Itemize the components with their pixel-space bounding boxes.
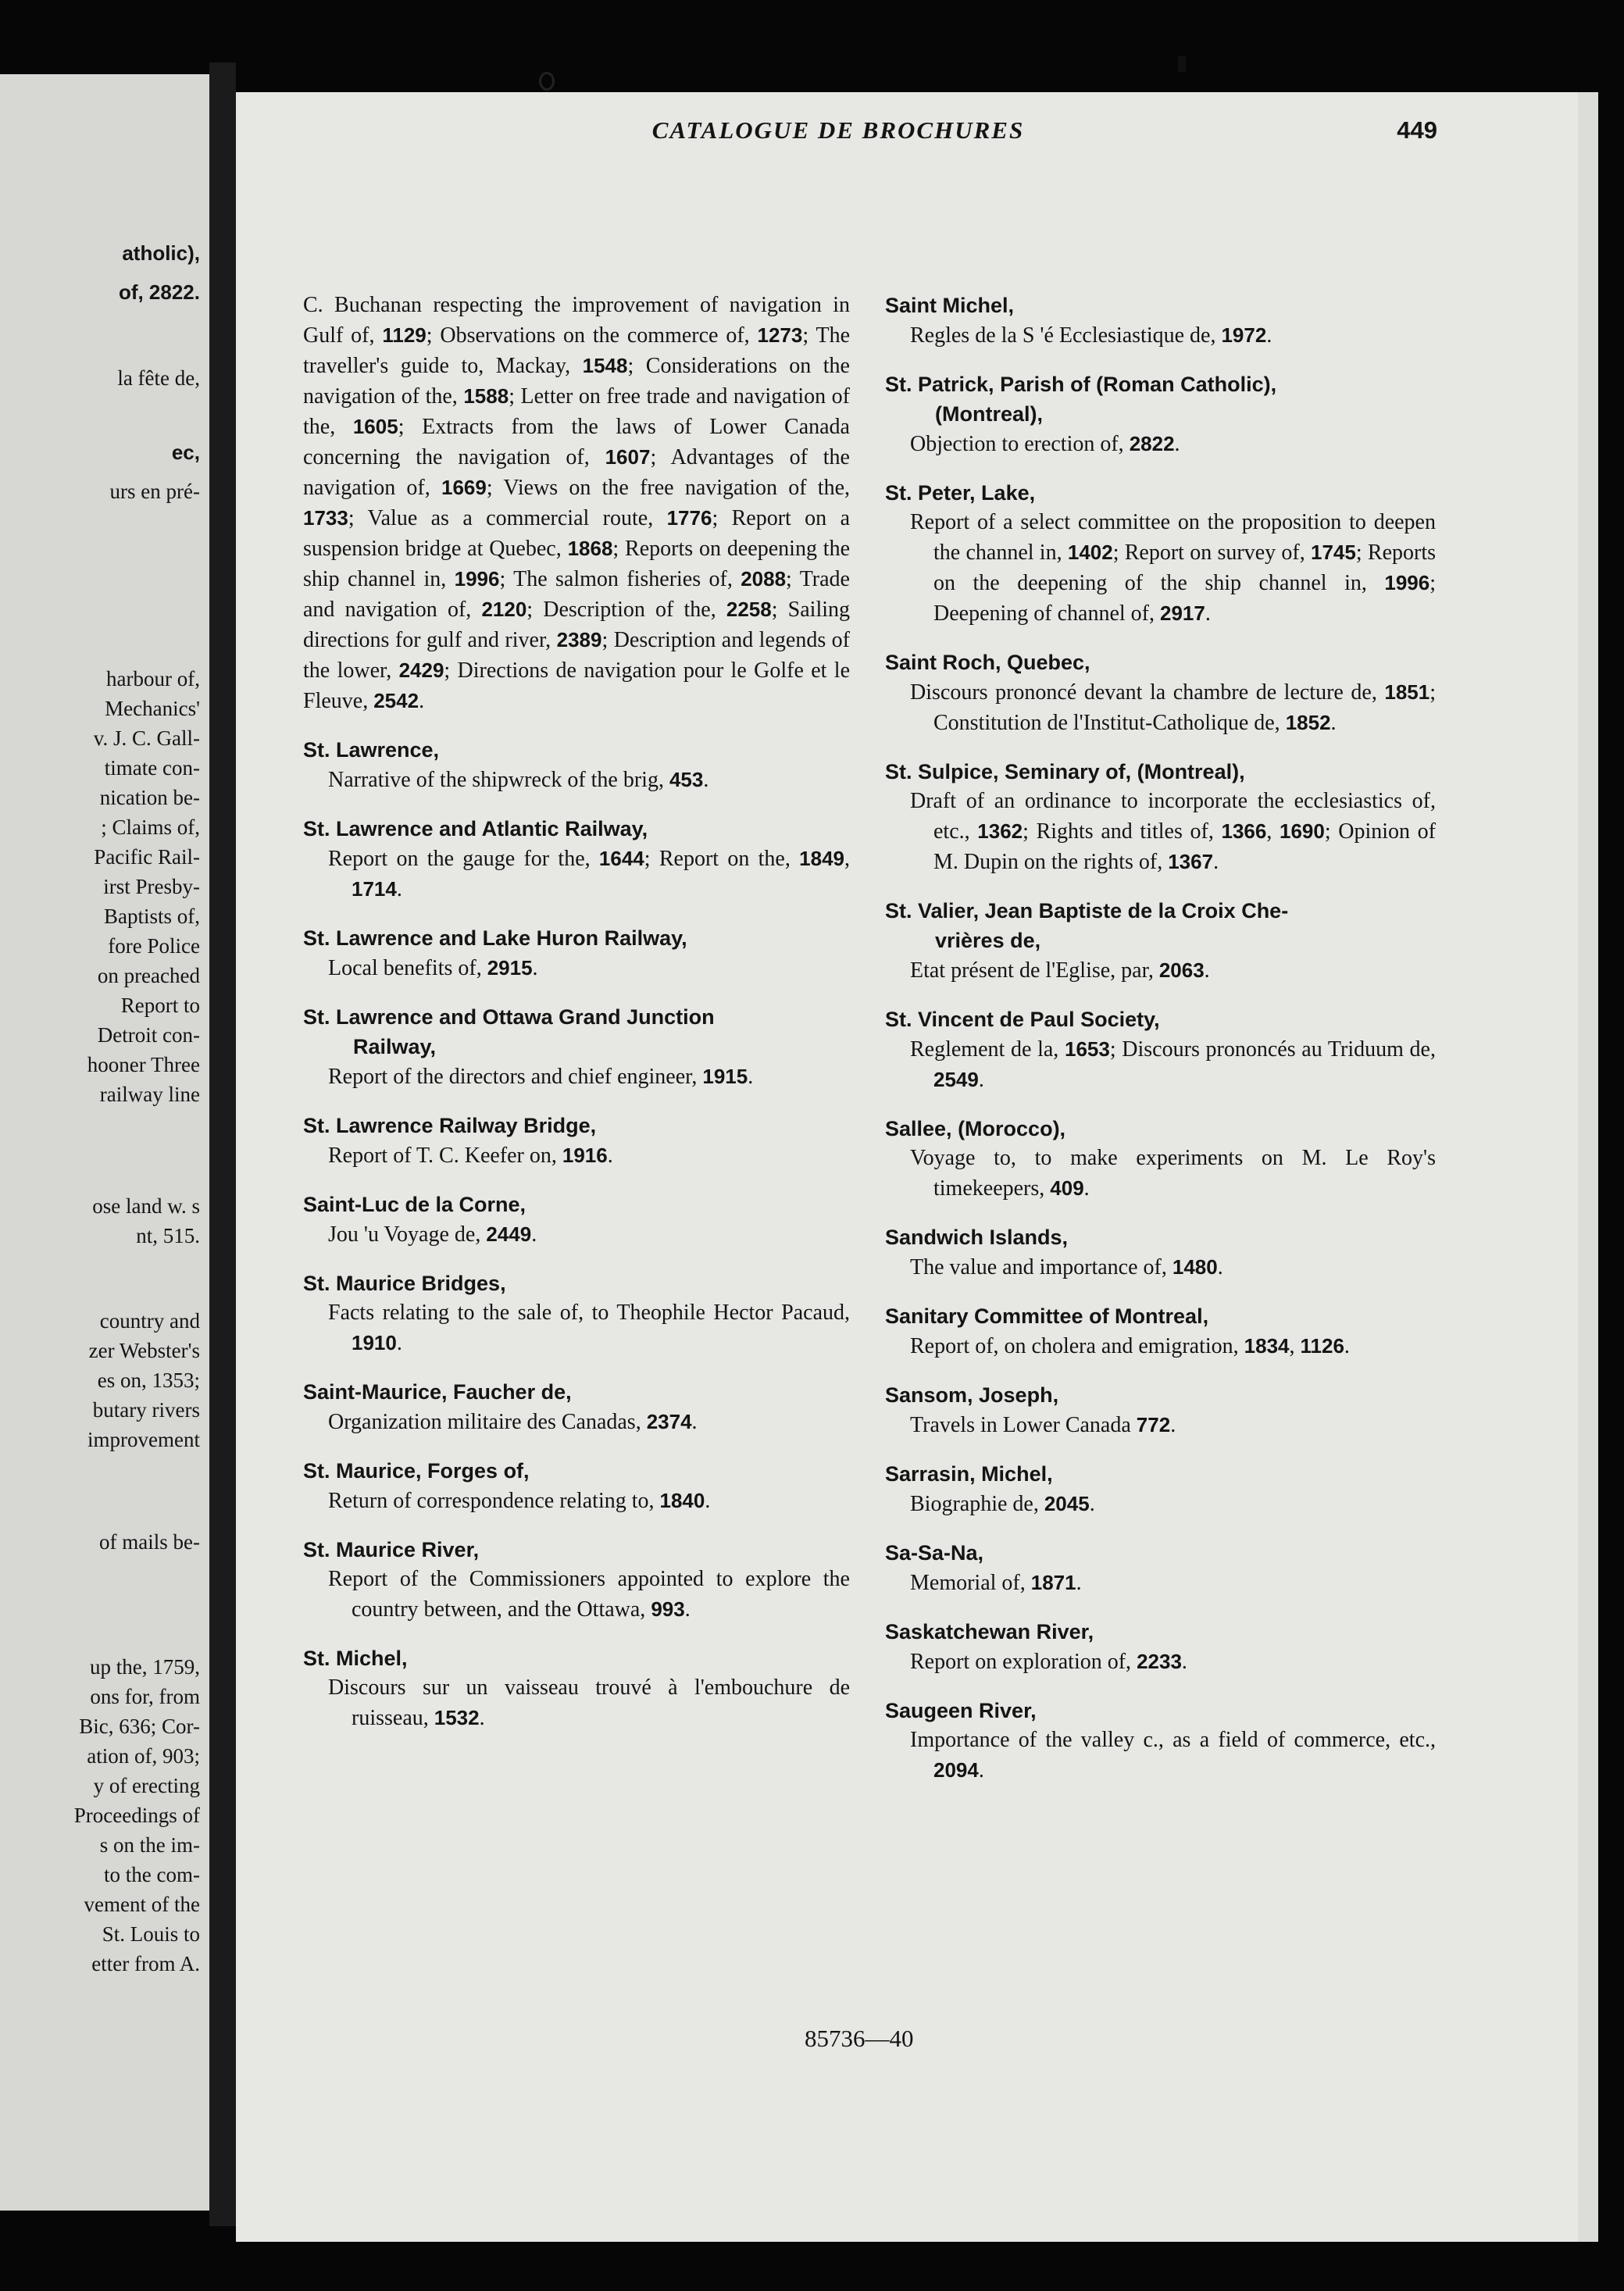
entry-body: Report of a select committee on the proposition to deepen the channel in, 1402; Report on survey of, 1745; Reports on the deepening of the ship channel in, 1996; Deepening of channel of, 2917. [910,510,1436,626]
entry-body: Organization militaire des Canadas, 2374. [328,1410,698,1434]
entry-heading [303,1643,850,1673]
entry-heading [885,1222,1436,1252]
scan-speck [1178,56,1186,72]
left-page-text-fragment: timate con- [104,756,200,780]
entry-heading-text: St. Michel, [303,1647,408,1670]
entry-heading-continued: Railway, [353,1035,437,1058]
entry-heading [303,1190,850,1219]
entry-heading-text: Saint Michel, [885,294,1015,317]
entry-heading-text: St. Lawrence and Ottawa Grand Junction [303,1005,715,1029]
catalogue-entry [303,1535,850,1625]
catalogue-entry [885,1380,1436,1440]
book-gutter [209,62,236,2226]
left-page-text-fragment: Report to [120,994,200,1017]
entry-heading-text: Sandwich Islands, [885,1226,1069,1249]
left-page-text-fragment: of, 2822. [118,280,200,304]
left-page-text-fragment: vement of the [84,1893,200,1916]
entry-body: Voyage to, to make experiments on M. Le Roy's timekeepers, 409. [910,1146,1436,1201]
left-page-text-fragment: etter from A. [91,1952,200,1975]
entry-body: Memorial of, 1871. [910,1571,1082,1595]
left-page-text-fragment: Mechanics' [105,697,200,720]
left-page-text-fragment: y of erecting [93,1774,200,1797]
page-number: 449 [1397,116,1437,144]
entry-heading-text: Sarrasin, Michel, [885,1462,1053,1486]
entry-heading [885,1538,1436,1568]
page-edge [1578,92,1598,2242]
left-page-text-fragment: hooner Three [87,1053,200,1076]
catalogue-entry [885,1301,1436,1361]
entry-heading-text: Sanitary Committee of Montreal, [885,1304,1209,1328]
entry-heading-text: Sallee, (Morocco), [885,1117,1066,1140]
entry-heading-text: Saugeen River, [885,1699,1037,1722]
entry-heading-text: St. Patrick, Parish of (Roman Catholic), [885,373,1277,396]
entry-heading [885,757,1436,787]
left-page-text-fragment: Detroit con- [97,1023,200,1047]
entry-body: Objection to erection of, 2822. [910,432,1180,456]
entry-heading [303,1535,850,1565]
column-right [885,291,1436,1804]
catalogue-entry [303,1111,850,1171]
entry-heading-text: St. Maurice Bridges, [303,1272,506,1295]
entry-heading [885,1301,1436,1331]
column-left [303,291,850,1752]
left-page-text-fragment: up the, 1759, [90,1655,200,1679]
entry-body: Reglement de la, 1653; Discours prononcés au Triduum de, 2549. [910,1037,1436,1092]
left-page-text-fragment: Proceedings of [73,1804,200,1827]
left-page-text-fragment: to the com- [104,1863,200,1886]
entry-heading [885,1617,1436,1647]
entry-heading-text: St. Peter, Lake, [885,481,1036,505]
catalogue-entry [303,814,850,905]
entry-body: Importance of the valley c., as a field of commerce, etc., 2094. [910,1728,1436,1782]
left-page-text-fragment: country and [99,1309,200,1333]
entry-heading [885,291,1436,320]
left-page-fragment [0,74,209,2211]
entry-body: Discours prononcé devant la chambre de lecture de, 1851; Constitution de l'Institut-Catholique de, 1852. [910,680,1436,735]
entry-heading [303,1377,850,1407]
entry-heading-continued: (Montreal), [935,402,1043,426]
catalogue-entry [303,1190,850,1250]
entry-body: Discours sur un vaisseau trouvé à l'embouchure de ruisseau, 1532. [328,1675,850,1730]
entry-continuation: C. Buchanan respecting the improvement of navigation in Gulf of, 1129; Observations on the commerce of, 1273; The traveller's guide to, Mackay, 1548; Considerations on the navigation of the, 1588; Letter on free trade and navigation of the, 1605; Extracts from the laws of Lower Canada concerning the navigation of, 1607; Advantages of the navigation of, 1669; Views on the free navigation of the, 1733; Value as a commercial route, 1776; Report on a suspension bridge at Quebec, 1868; Reports on deepening the ship channel in, 1996; The salmon fisheries of, 2088; Trade and navigation of, 2120; Description of the, 2258; Sailing directions for gulf and river, 2389; Description and legends of the lower, 2429; Directions de navigation pour le Golfe et le Fleuve, 2542. [303,293,851,713]
entry-heading-continued: vrières de, [935,929,1041,952]
left-page-text-fragment: es on, 1353; [97,1369,200,1392]
left-page-text-fragment: fore Police [108,934,200,958]
entry-heading [885,896,1436,955]
entry-heading-text: Saint Roch, Quebec, [885,651,1090,674]
entry-body: Etat présent de l'Eglise, par, 2063. [910,958,1210,983]
catalogue-entry [885,1696,1436,1786]
entry-heading-text: St. Valier, Jean Baptiste de la Croix Che- [885,899,1289,922]
left-page-text-fragment: ons for, from [90,1685,200,1708]
entry-heading-text: St. Lawrence Railway Bridge, [303,1114,597,1137]
catalogue-entry [303,923,850,983]
catalogue-entry [885,369,1436,459]
entry-body: Jou 'u Voyage de, 2449. [328,1222,537,1247]
entry-heading [303,735,850,765]
left-page-text-fragment: s on the im- [99,1833,200,1857]
entry-body: Report of the directors and chief engineer, 1915. [328,1065,754,1089]
entry-heading [885,1380,1436,1410]
catalogue-entry [885,1617,1436,1677]
printer-signature: 85736—40 [805,2025,914,2052]
entry-heading [885,1114,1436,1144]
entry-heading-text: Saint-Luc de la Corne, [303,1193,526,1216]
left-page-text-fragment: la fête de, [117,366,200,390]
entry-heading [885,478,1436,508]
entry-list [303,735,850,1733]
catalogue-entry [303,1269,850,1358]
catalogue-entry [885,1538,1436,1598]
entry-heading [303,923,850,953]
left-page-text-fragment: St. Louis to [102,1922,200,1946]
entry-heading-text: St. Lawrence and Lake Huron Railway, [303,926,687,950]
entry-body: Narrative of the shipwreck of the brig, 453. [328,768,709,792]
entry-body: Draft of an ordinance to incorporate the ecclesiastics of, etc., 1362; Rights and titles of, 1366, 1690; Opinion of M. Dupin on the rights of, 1367. [910,789,1437,874]
entry-heading-text: Saskatchewan River, [885,1620,1094,1643]
entry-body: Report of T. C. Keefer on, 1916. [328,1144,613,1168]
left-page-text-fragment: nt, 515. [136,1224,200,1247]
entry-heading [303,1111,850,1140]
catalogue-entry [303,735,850,795]
catalogue-entry [885,1005,1436,1095]
left-page-text-fragment: urs en pré- [109,480,200,503]
entry-body: Report of the Commissioners appointed to explore the country between, and the Ottawa, 993. [328,1567,850,1622]
left-page-text-fragment: irst Presby- [103,875,200,898]
catalogue-entry [885,1222,1436,1283]
catalogue-entry [885,648,1436,738]
entry-body: Report on the gauge for the, 1644; Report on the, 1849, 1714. [328,847,850,901]
scan-speck [539,72,555,91]
left-page-text-fragment: zer Webster's [88,1339,200,1362]
catalogue-entry [885,478,1436,629]
entry-body: Return of correspondence relating to, 1840. [328,1489,711,1513]
catalogue-entry [885,291,1436,351]
entry-heading [885,369,1436,429]
left-page-text-fragment: atholic), [122,241,200,265]
entry-body: Biographie de, 2045. [910,1492,1095,1516]
entry-heading [303,1002,850,1062]
entry-body: Report on exploration of, 2233. [910,1650,1187,1674]
entry-heading [885,1459,1436,1489]
entry-heading [303,814,850,844]
catalogue-entry [885,896,1436,986]
left-page-text-fragment: Bic, 636; Cor- [79,1715,200,1738]
left-page-text-fragment: on preached [97,964,200,987]
entry-body: Facts relating to the sale of, to Theophile Hector Pacaud, 1910. [328,1301,850,1355]
catalogue-entry [303,1377,850,1437]
entry-body: Local benefits of, 2915. [328,956,538,980]
entry-heading-text: St. Lawrence and Atlantic Railway, [303,817,648,840]
running-header: CATALOGUE DE BROCHURES [651,116,1025,144]
entry-list [885,291,1436,1786]
left-page-text-fragment: Pacific Rail- [94,845,200,869]
entry-heading-text: St. Maurice, Forges of, [303,1459,530,1483]
left-page-text-fragment: improvement [87,1428,200,1451]
left-page-text-fragment: ; Claims of, [101,815,200,839]
entry-body: Travels in Lower Canada 772. [910,1413,1176,1437]
left-page-text-fragment: ose land w. s [92,1194,200,1218]
entry-body: Report of, on cholera and emigration, 1834, 1126. [910,1334,1350,1358]
entry-body: The value and importance of, 1480. [910,1255,1223,1279]
left-page-text-fragment: ec, [171,441,200,464]
left-page-text-fragment: harbour of, [106,667,200,691]
left-page-text-fragment: nication be- [99,786,200,809]
entry-heading-text: St. Vincent de Paul Society, [885,1008,1160,1031]
entry-heading [303,1269,850,1298]
entry-body: Regles de la S 'é Ecclesiastique de, 1972. [910,323,1272,348]
entry-heading-text: St. Lawrence, [303,738,440,762]
entry-heading [885,1696,1436,1725]
catalogue-entry [303,1002,850,1092]
catalogue-entry [303,1643,850,1733]
left-page-text-fragment: butary rivers [92,1398,200,1422]
entry-heading-text: St. Maurice River, [303,1538,480,1561]
left-page-text-fragment: railway line [99,1083,200,1106]
left-page-text-fragment: Baptists of, [103,905,200,928]
catalogue-entry [885,757,1436,877]
catalogue-entry [885,1114,1436,1204]
left-page-text-fragment: ation of, 903; [87,1744,200,1768]
entry-heading [303,1456,850,1486]
entry-heading-text: Saint-Maurice, Faucher de, [303,1380,572,1404]
left-page-text-fragment: v. J. C. Gall- [93,726,200,750]
catalogue-entry [885,1459,1436,1519]
left-page-text-fragment: of mails be- [99,1530,200,1554]
entry-heading-text: Sansom, Joseph, [885,1383,1059,1407]
entry-heading-text: St. Sulpice, Seminary of, (Montreal), [885,760,1245,783]
catalogue-entry [303,1456,850,1516]
entry-heading [885,1005,1436,1034]
entry-heading [885,648,1436,677]
entry-heading-text: Sa-Sa-Na, [885,1541,984,1565]
